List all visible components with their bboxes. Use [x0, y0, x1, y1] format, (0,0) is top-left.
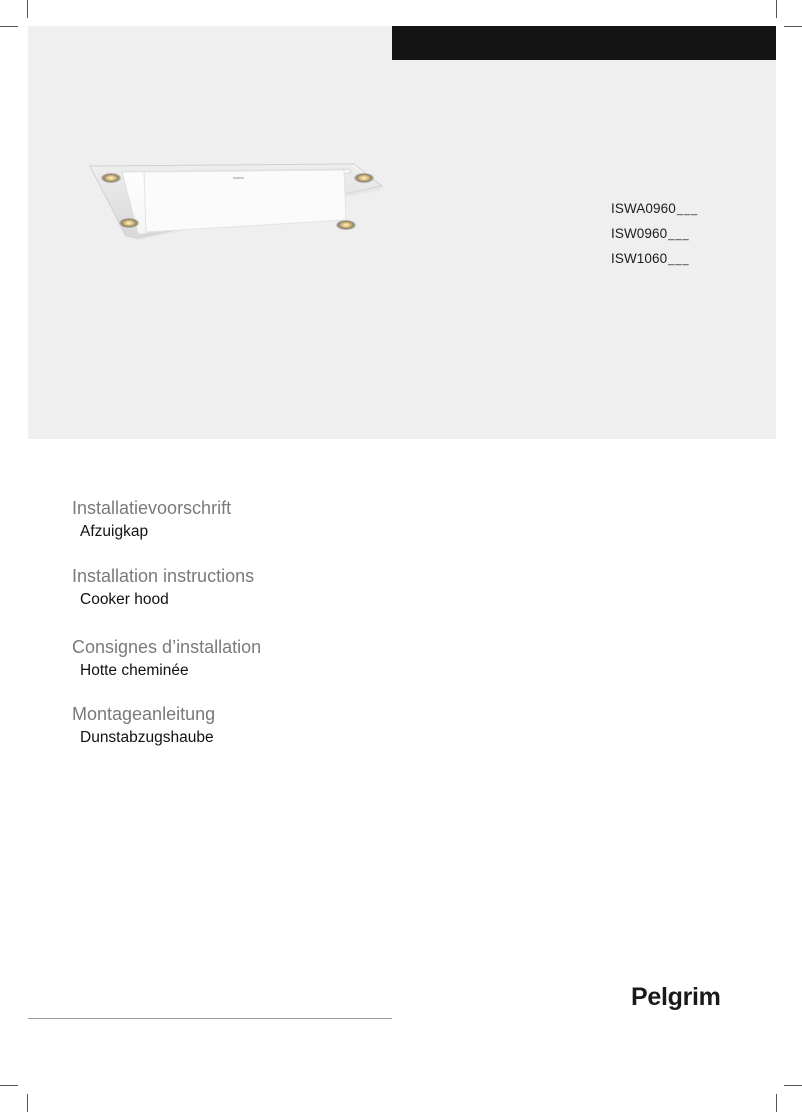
document-subtitle: Cooker hood [80, 591, 169, 608]
document-title: Installation instructions [72, 566, 255, 586]
document-subtitle: Dunstabzugshaube [80, 729, 214, 746]
crop-mark-bottom-right-h [784, 1085, 802, 1086]
cooker-hood-image [86, 160, 386, 242]
crop-mark-top-right-h [784, 26, 802, 27]
crop-mark-top-left-v [27, 0, 28, 18]
model-number: ISW0960___ [611, 226, 690, 241]
document-entry-english [72, 566, 432, 609]
model-number: ISW1060___ [611, 251, 690, 266]
crop-mark-bottom-left-h [0, 1085, 18, 1086]
document-entry-german [72, 704, 432, 747]
document-title: Installatievoorschrift [72, 498, 232, 518]
crop-mark-top-right-v [776, 0, 777, 18]
document-title: Consignes d’installation [72, 637, 262, 657]
model-number: ISWA0960___ [611, 201, 699, 216]
model-number-list [611, 196, 698, 271]
document-entry-french [72, 637, 432, 680]
crop-mark-top-left-h [0, 26, 18, 27]
crop-mark-bottom-left-v [27, 1094, 28, 1112]
brand-logo: Pelgrim [631, 983, 721, 1011]
footer-divider [28, 1018, 392, 1019]
document-subtitle: Hotte cheminée [80, 662, 189, 679]
document-subtitle: Afzuigkap [80, 523, 149, 540]
header-bar [392, 26, 776, 60]
document-title: Montageanleitung [72, 704, 216, 724]
crop-mark-bottom-right-v [776, 1094, 777, 1112]
document-entry-dutch [72, 498, 432, 541]
